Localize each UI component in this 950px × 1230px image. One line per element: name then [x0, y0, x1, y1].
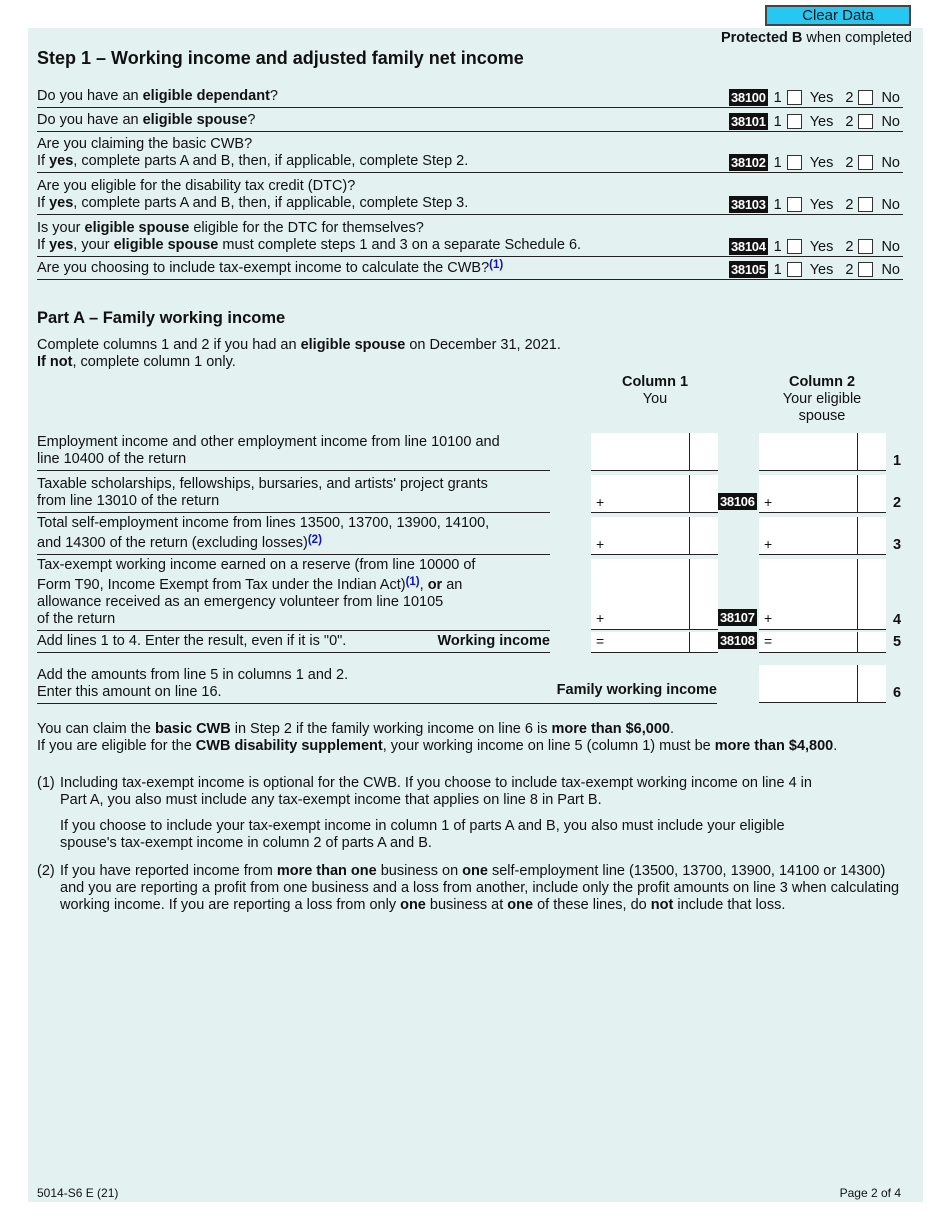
question-options: 38105 1 Yes 2 No [730, 261, 900, 278]
line3-col2-cents[interactable] [857, 517, 886, 555]
line-code: 38103 [730, 197, 766, 212]
line5-col1-cents[interactable] [689, 632, 718, 653]
question-options: 38102 1 Yes 2 No [730, 154, 900, 171]
question-text: Are you eligible for the disability tax credit (DTC)? If yes, complete parts A and B, then, if applicable, complete Step 3. [37, 178, 469, 211]
no-checkbox[interactable] [858, 155, 873, 170]
line5-col2-cents[interactable] [857, 632, 886, 653]
working-income-label: Working income [437, 633, 550, 649]
line-number-5: 5 [893, 634, 902, 650]
line3-col2-input[interactable] [759, 517, 857, 555]
line-code: 38104 [730, 239, 766, 254]
line3-col1-cents[interactable] [689, 517, 718, 555]
clear-data-button[interactable]: Clear Data [765, 5, 911, 26]
yes-checkbox[interactable] [787, 155, 802, 170]
line2-plus-col2: + [764, 494, 773, 510]
protected-label [721, 30, 912, 46]
question-text: Do you have an eligible dependant? [37, 88, 278, 104]
question-text: Do you have an eligible spouse? [37, 112, 256, 128]
question-text: Are you choosing to include tax-exempt income to calculate the CWB?$^{(1)}$ [37, 259, 504, 276]
question-options: 38100 1 Yes 2 No [730, 89, 900, 106]
page-number: Page 2 of 4 [839, 1186, 901, 1200]
line-number-3: 3 [893, 537, 902, 553]
line3-plus-col2: + [764, 536, 773, 552]
line6-input[interactable] [759, 665, 857, 703]
step1-title: Step 1 – Working income and adjusted family net income [37, 48, 524, 68]
line2-col1-input[interactable] [591, 475, 689, 513]
basic-cwb-note: You can claim the basic CWB in Step 2 if the family working income on line 6 is more than $6,000. [37, 721, 674, 737]
line5-equals-col2: = [764, 633, 773, 649]
no-checkbox[interactable] [858, 262, 873, 277]
yes-checkbox[interactable] [787, 197, 802, 212]
line-code: 38105 [730, 262, 766, 277]
line-number-4: 4 [893, 612, 902, 628]
line4-col2-input[interactable] [759, 559, 857, 630]
line4-col2-cents[interactable] [857, 559, 886, 630]
protected-b: Protected B [720, 30, 803, 46]
line2-row: Taxable scholarships, fellowships, bursaries, and artists' project grants from line 13010 of the return [37, 474, 550, 513]
line2-col1-cents[interactable] [689, 475, 718, 513]
question-row-38102 [37, 134, 903, 173]
line4-col1-input[interactable] [591, 559, 689, 630]
line-code: 38101 [730, 114, 766, 129]
line-code: 38100 [730, 90, 766, 105]
line-code: 38102 [730, 155, 766, 170]
yes-checkbox[interactable] [787, 239, 802, 254]
line2-col2-input[interactable] [759, 475, 857, 513]
line4-plus-col1: + [596, 610, 605, 626]
question-row-38104 [37, 218, 903, 257]
line-number-6: 6 [893, 685, 902, 701]
line5-equals-col1: = [596, 633, 605, 649]
line4-code: 38107 [720, 610, 755, 625]
line1-row: Employment income and other employment income from line 10100 and line 10400 of the return [37, 432, 550, 471]
line4-row: Tax-exempt working income earned on a reserve (from line 10000 of Form T90, Income Exempt from Tax under the Indian Act)$^{(1)}$, or an allowance received as an emergency volunteer from line 10105 of the return [37, 558, 550, 631]
parta-intro: Complete columns 1 and 2 if you had an eligible spouse on December 31, 2021. If not, complete column 1 only. [37, 337, 561, 370]
question-row-38101 [37, 110, 903, 132]
line2-code: 38106 [720, 494, 755, 509]
line6-cents[interactable] [857, 665, 886, 703]
question-options: 38104 1 Yes 2 No [730, 238, 900, 255]
question-row-38100 [37, 86, 903, 108]
line1-col2-input[interactable] [759, 433, 857, 471]
question-options: 38103 1 Yes 2 No [730, 196, 900, 213]
line5-code: 38108 [720, 633, 755, 648]
yes-checkbox[interactable] [787, 114, 802, 129]
family-working-income-label: Family working income [556, 682, 717, 698]
line2-col2-cents[interactable] [857, 475, 886, 513]
no-checkbox[interactable] [858, 114, 873, 129]
disability-supplement-note: If you are eligible for the CWB disability supplement, your working income on line 5 (column 1) must be more than $4,800. [37, 738, 838, 754]
line-number-1: 1 [893, 453, 902, 469]
yes-checkbox[interactable] [787, 90, 802, 105]
line4-col1-cents[interactable] [689, 559, 718, 630]
question-options: 38101 1 Yes 2 No [730, 113, 900, 130]
question-text: Are you claiming the basic CWB? If yes, complete parts A and B, then, if applicable, complete Step 2. [37, 136, 469, 169]
line5-row: Add lines 1 to 4. Enter the result, even if it is "0". Working income [37, 631, 550, 653]
line1-col1-input[interactable] [591, 433, 689, 471]
yes-checkbox[interactable] [787, 262, 802, 277]
no-checkbox[interactable] [858, 90, 873, 105]
question-text: Is your eligible spouse eligible for the DTC for themselves? If yes, your eligible spouse must complete steps 1 and 3 on a separate Schedule 6. [37, 220, 582, 253]
line3-col1-input[interactable] [591, 517, 689, 555]
line6-row: Add the amounts from line 5 in columns 1 and 2. Enter this amount on line 16. Family working income [37, 664, 717, 704]
line2-plus-col1: + [596, 494, 605, 510]
no-checkbox[interactable] [858, 197, 873, 212]
no-checkbox[interactable] [858, 239, 873, 254]
column1-header: Column 1 You [621, 374, 689, 407]
line5-col2-input[interactable] [759, 632, 857, 653]
question-row-38103 [37, 176, 903, 215]
parta-title: Part A – Family working income [37, 309, 286, 327]
form-id: 5014-S6 E (21) [37, 1186, 119, 1200]
line3-plus-col1: + [596, 536, 605, 552]
footnote-1: (1) Including tax-exempt income is optional for the CWB. If you choose to include tax-exempt working income on line 4 in Part A, you also must include any tax-exempt income that applies on line 8 in Part B. If you choose to include your tax-exempt income in column 1 of parts A and B, you also must include your eligible spouse's tax-exempt income in column 2 of parts A and B. [37, 775, 812, 851]
column2-header: Column 2 Your eligible spouse [782, 374, 862, 424]
line5-col1-input[interactable] [591, 632, 689, 653]
protected-rest: when completed [802, 30, 912, 46]
footnote-2: (2) If you have reported income from more than one business on one self-employment line (13500, 13700, 13900, 14100 or 14300) and you are reporting a profit from one business and a loss from another, include only the profit amounts on line 3 when calculating working income. If you are reporting a loss from only one business at one of these lines, do not include that loss. [37, 863, 900, 913]
line4-plus-col2: + [764, 610, 773, 626]
question-row-38105 [37, 260, 903, 280]
line1-col2-cents[interactable] [857, 433, 886, 471]
line3-row: Total self-employment income from lines 13500, 13700, 13900, 14100, and 14300 of the return (excluding losses)$^{(2)}$ [37, 516, 550, 555]
line-number-2: 2 [893, 495, 902, 511]
line1-col1-cents[interactable] [689, 433, 718, 471]
